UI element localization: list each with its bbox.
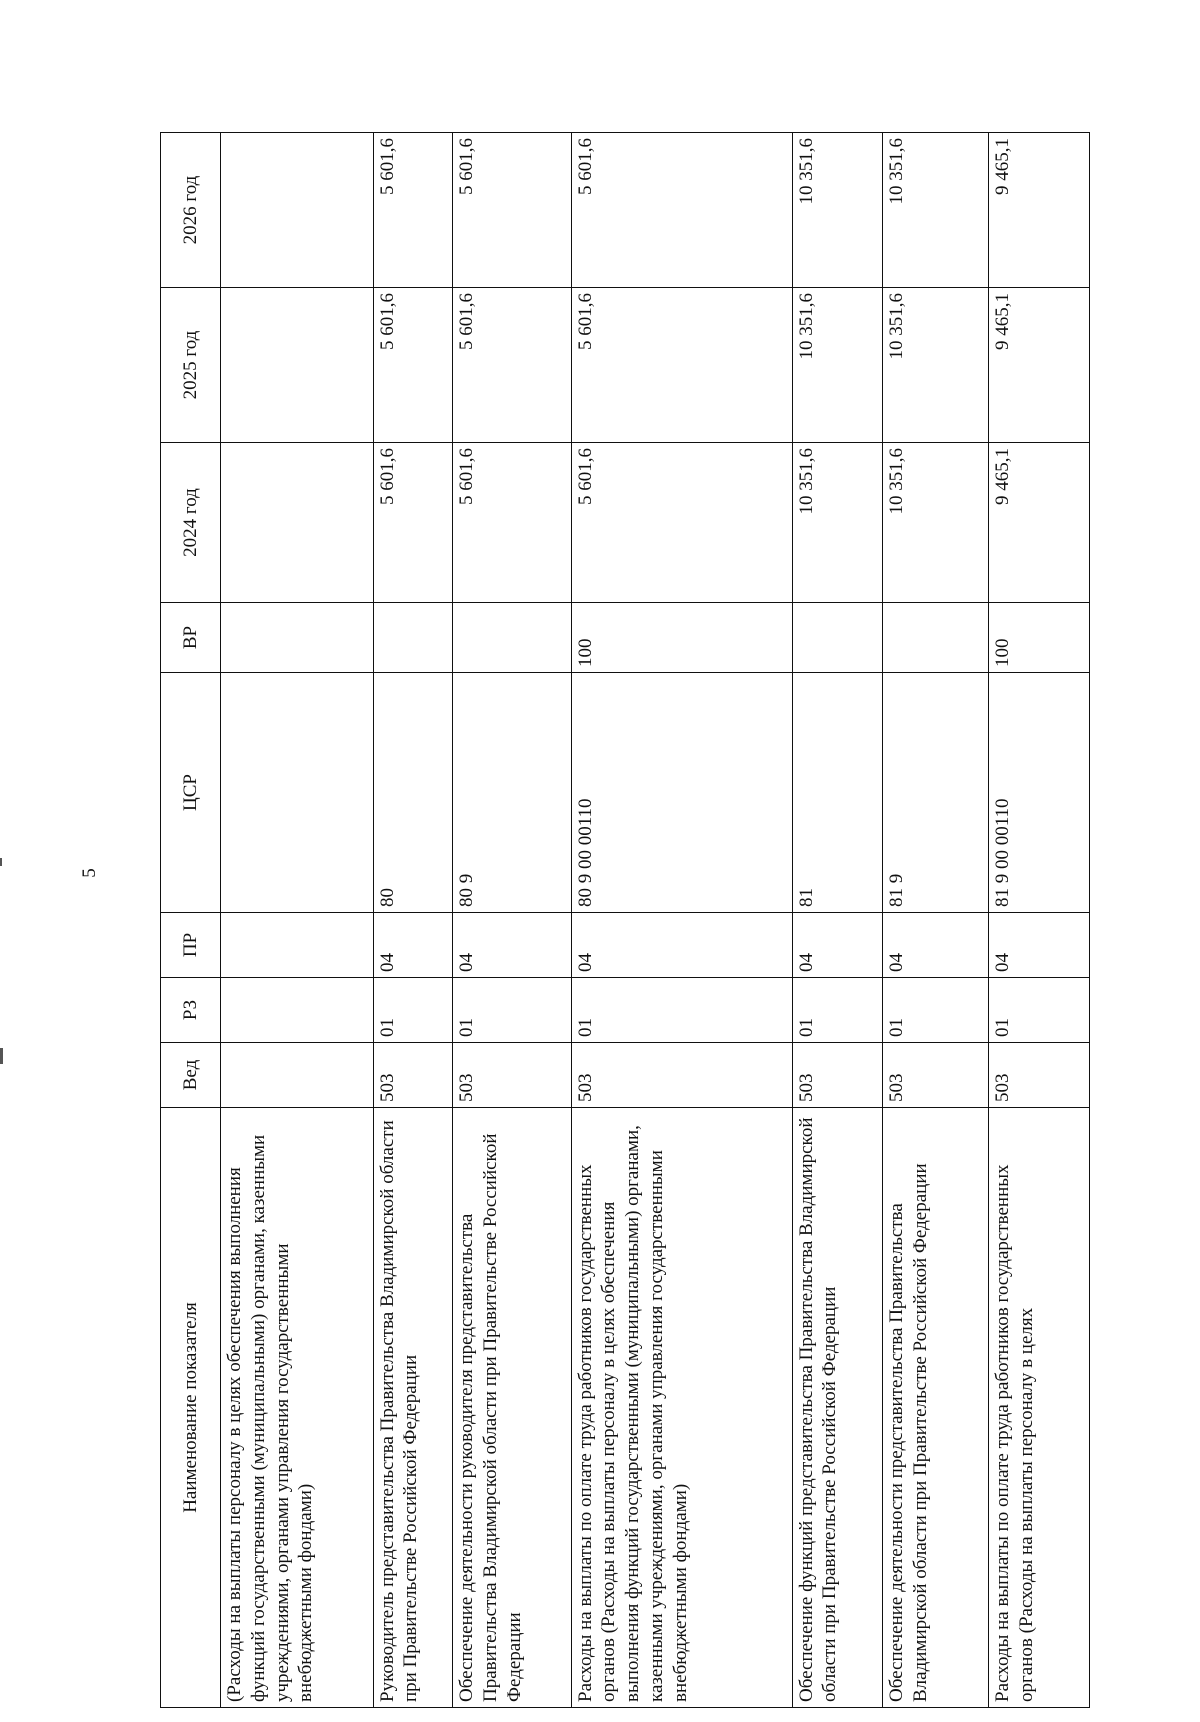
table-row <box>221 133 374 1708</box>
cell-vr: 100 <box>989 603 1090 673</box>
cell-vr <box>883 603 989 673</box>
cell-rz: 01 <box>792 978 882 1043</box>
cell-2024: 9 465,1 <box>989 443 1090 603</box>
cell-rz: 01 <box>989 978 1090 1043</box>
table-row <box>453 133 572 1708</box>
cell-csr: 81 <box>792 673 882 913</box>
cell-pr: 04 <box>792 913 882 978</box>
header-ved: Вед <box>161 1043 221 1108</box>
cell-2026: 5 601,6 <box>373 133 452 288</box>
cell-rz <box>221 978 374 1043</box>
cell-vr <box>373 603 452 673</box>
header-2024: 2024 год <box>161 443 221 603</box>
table-row <box>792 133 882 1708</box>
cell-2026 <box>221 133 374 288</box>
cell-ved <box>221 1043 374 1108</box>
cell-vr: 100 <box>571 603 792 673</box>
cell-csr <box>221 673 374 913</box>
cell-ved: 503 <box>373 1043 452 1108</box>
header-csr: ЦСР <box>161 673 221 913</box>
header-2025: 2025 год <box>161 288 221 443</box>
cell-name: Обеспечение деятельности руководителя представительства Правительства Владимирской области при Правительстве Российской Федерации <box>453 1108 572 1708</box>
cell-name: Обеспечение деятельности представительства Правительства Владимирской области при Правительстве Российской Федерации <box>883 1108 989 1708</box>
table-row <box>883 133 989 1708</box>
rotated-table-container <box>160 133 1090 1708</box>
cell-2025: 5 601,6 <box>373 288 452 443</box>
cell-2024: 10 351,6 <box>883 443 989 603</box>
header-rz: РЗ <box>161 978 221 1043</box>
cell-name: Расходы на выплаты по оплате труда работников государственных органов (Расходы на выплаты персоналу в целях <box>989 1108 1090 1708</box>
page-number: 5 <box>79 868 100 878</box>
cell-ved: 503 <box>792 1043 882 1108</box>
budget-table <box>160 132 1090 1708</box>
cell-csr: 80 9 <box>453 673 572 913</box>
cell-rz: 01 <box>373 978 452 1043</box>
cell-ved: 503 <box>453 1043 572 1108</box>
header-name: Наименование показателя <box>161 1108 221 1708</box>
cell-csr: 81 9 <box>883 673 989 913</box>
cell-2025: 10 351,6 <box>792 288 882 443</box>
table-row <box>989 133 1090 1708</box>
cell-name: Обеспечение функций представительства Правительства Владимирской области при Правительстве Российской Федерации <box>792 1108 882 1708</box>
table-header-row <box>161 133 221 1708</box>
cell-csr: 80 <box>373 673 452 913</box>
cell-rz: 01 <box>453 978 572 1043</box>
cell-ved: 503 <box>989 1043 1090 1108</box>
cell-2025: 9 465,1 <box>989 288 1090 443</box>
cell-2026: 10 351,6 <box>883 133 989 288</box>
cell-2025: 10 351,6 <box>883 288 989 443</box>
cell-pr: 04 <box>453 913 572 978</box>
cell-2025: 5 601,6 <box>453 288 572 443</box>
cell-name: Руководитель представительства Правительства Владимирской области при Правительстве Российской Федерации <box>373 1108 452 1708</box>
cell-pr: 04 <box>883 913 989 978</box>
header-vr: ВР <box>161 603 221 673</box>
header-2026: 2026 год <box>161 133 221 288</box>
cell-pr: 04 <box>571 913 792 978</box>
cell-vr <box>792 603 882 673</box>
cell-rz: 01 <box>883 978 989 1043</box>
cell-2024: 5 601,6 <box>571 443 792 603</box>
header-pr: ПР <box>161 913 221 978</box>
cell-2026: 5 601,6 <box>571 133 792 288</box>
cell-ved: 503 <box>883 1043 989 1108</box>
cell-2024: 5 601,6 <box>373 443 452 603</box>
cell-pr: 04 <box>373 913 452 978</box>
cell-pr <box>221 913 374 978</box>
cell-vr <box>453 603 572 673</box>
cell-ved: 503 <box>571 1043 792 1108</box>
table-row <box>373 133 452 1708</box>
cell-2024 <box>221 443 374 603</box>
table-row <box>571 133 792 1708</box>
cell-2026: 10 351,6 <box>792 133 882 288</box>
cell-vr <box>221 603 374 673</box>
cell-name: (Расходы на выплаты персоналу в целях обеспечения выполнения функций государственными (муниципальными) органами, казенными учреждениями, органами управления государственными внебюджетными фондами) <box>221 1108 374 1708</box>
cell-name: Расходы на выплаты по оплате труда работников государственных органов (Расходы на выплаты персоналу в целях обеспечения выполнения функций государственными (муниципальными) органами, казенными учреждениями, органами управления государственными внебюджетными фондами) <box>571 1108 792 1708</box>
scan-edge-mark <box>0 858 2 866</box>
cell-2024: 10 351,6 <box>792 443 882 603</box>
cell-2026: 9 465,1 <box>989 133 1090 288</box>
cell-2025 <box>221 288 374 443</box>
cell-csr: 80 9 00 00110 <box>571 673 792 913</box>
cell-2024: 5 601,6 <box>453 443 572 603</box>
cell-pr: 04 <box>989 913 1090 978</box>
cell-2025: 5 601,6 <box>571 288 792 443</box>
cell-rz: 01 <box>571 978 792 1043</box>
cell-2026: 5 601,6 <box>453 133 572 288</box>
cell-csr: 81 9 00 00110 <box>989 673 1090 913</box>
scan-edge-mark <box>0 1048 3 1064</box>
